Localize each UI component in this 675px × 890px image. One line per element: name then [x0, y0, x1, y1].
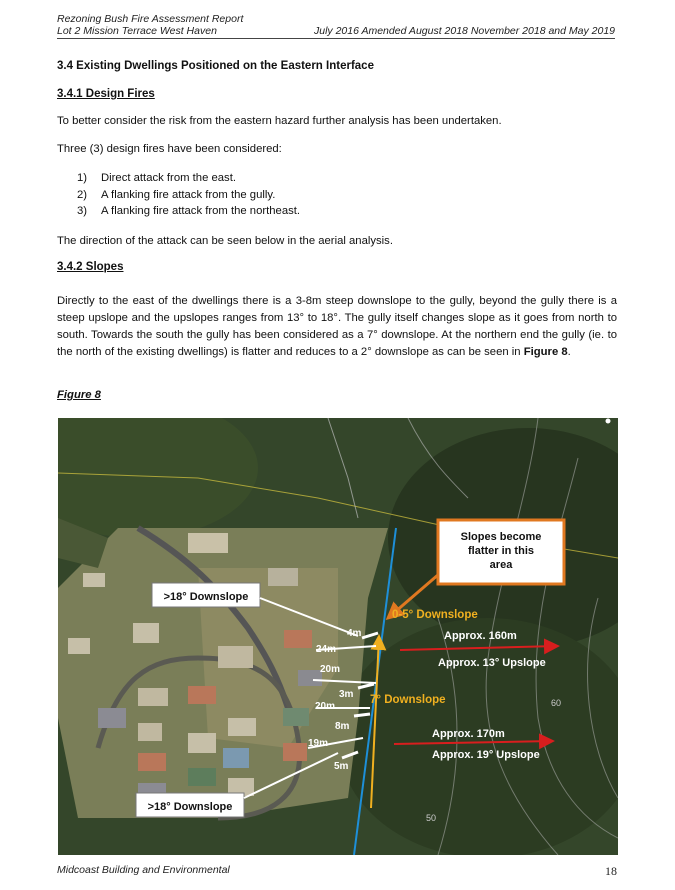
list-item: 3) A flanking fire attack from the northeast.	[77, 205, 301, 217]
measure-4m: 4m	[347, 628, 362, 639]
section-heading: 3.4 Existing Dwellings Positioned on the Eastern Interface	[57, 60, 374, 72]
aerial-map-graphic	[58, 418, 618, 855]
callout-line-3: area	[489, 559, 513, 571]
measure-24m: 24m	[316, 644, 337, 655]
footer-company: Midcoast Building and Environmental	[57, 864, 230, 876]
upslope-label-13: Approx. 13° Upslope	[438, 657, 546, 669]
measure-20m: 20m	[320, 664, 341, 675]
measure-3m: 3m	[339, 689, 354, 700]
contour-label-50: 50	[426, 813, 437, 823]
downslope-text-bottom: >18° Downslope	[147, 801, 233, 813]
paragraph-4: Directly to the east of the dwellings there is a 3-8m steep downslope to the gully, beyond the gully there is a steep upslope and the upslopes ranges from 13° to 18°. The gully itself changes slope as it goes from north to south. Towards the south the gully has been considered as a 7° downslope. At the northern end the gully (ie. to the north of the existing dwellings) is flatter and reduces to a 2° downslope as can be seen in Figure 8.	[57, 295, 617, 358]
design-fires-heading: 3.4.1 Design Fires	[57, 88, 155, 100]
distance-label-160: Approx. 160m	[444, 630, 517, 642]
list-item: 2) A flanking fire attack from the gully.	[77, 188, 276, 201]
paragraph-1: To better consider the risk from the eastern hazard further analysis has been undertaken.	[57, 115, 502, 127]
callout-line-2: flatter in this	[467, 545, 535, 557]
map-marker-icon	[606, 419, 611, 424]
contour-label-60: 60	[551, 698, 562, 708]
slopes-heading: 3.4.2 Slopes	[57, 261, 124, 273]
report-subtitle-line	[57, 25, 615, 39]
measure-8m: 8m	[335, 721, 350, 732]
paragraph-2: Three (3) design fires have been considered:	[57, 143, 282, 155]
measure-20m: 20m	[315, 701, 336, 712]
page-footer	[57, 864, 617, 876]
design-fires-list	[77, 172, 300, 222]
measure-19m: 19m	[308, 738, 329, 749]
callout-line-1: Slopes become	[460, 531, 542, 543]
report-location: Lot 2 Mission Terrace West Haven	[57, 25, 217, 37]
report-dates: July 2016 Amended August 2018 November 2018 and May 2019	[313, 25, 615, 37]
list-item: 1) Direct attack from the east.	[77, 172, 236, 184]
distance-label-170: Approx. 170m	[432, 728, 505, 740]
paragraph-3: The direction of the attack can be seen below in the aerial analysis.	[57, 235, 393, 247]
measure-5m: 5m	[334, 761, 349, 772]
gully-south-slope-label: 7° Downslope	[370, 694, 446, 706]
report-title: Rezoning Bush Fire Assessment Report	[57, 13, 244, 25]
gully-north-slope-label: 0-5° Downslope	[392, 609, 478, 621]
downslope-text-top: >18° Downslope	[163, 591, 249, 603]
upslope-label-19: Approx. 19° Upslope	[432, 749, 540, 761]
aerial-map	[58, 418, 618, 855]
page-number: 18	[605, 864, 617, 878]
tick-mark	[354, 714, 370, 716]
figure-label: Figure 8	[57, 389, 101, 401]
